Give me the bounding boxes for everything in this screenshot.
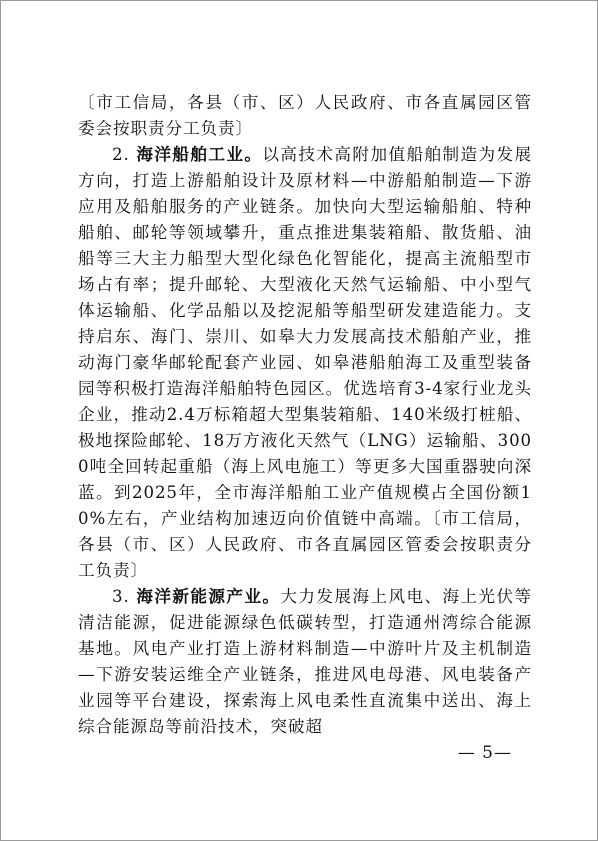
paragraph-text: 以高技术高附加值船舶制造为发展方向，打造上游船舶设计及原材料—中游船舶制造—下游应用及船舶服务的产业链条。加快向大型运输船舶、特种船舶、邮轮等领域攀升，重点推进集装箱船、散货船、油船等三大主力船型大型化绿色化智能化，提高主流船型市场占有率；提升邮轮、大型液化天然气运输船、中小型气体运输船、化学品船以及挖泥船等船型研发建造能力。支持启东、海门、崇川、如皋大力发展高技术船舶产业，推动海门豪华邮轮配套产业园、如皋港船舶海工及重型装备园等积极打造海洋船舶特色园区。优选培育3-4家行业龙头企业，推动2.4万标箱超大型集装箱船、140米级打桩船、极地探险邮轮、18万方液化天然气（LNG）运输船、3000吨全回转起重船（海上风电施工）等更多大国重器驶向深蓝。到2025年，全市海洋船舶工业产值规模占全国份额10%左右，产业结构加速迈向价值链中高端。〔市工信局，各县（市、区）人民政府、市各直属园区管委会按职责分工负责〕 bbox=[78, 145, 532, 580]
page-number: — 5— bbox=[457, 743, 512, 763]
item-number: 2. bbox=[112, 145, 137, 164]
section-keyword: 海洋新能源产业。 bbox=[136, 587, 281, 606]
paragraph-text: 大力发展海上风电、海上光伏等清洁能源，促进能源绿色低碳转型，打造通州湾综合能源基地。风电产业打造上游材料制造—中游叶片及主机制造—下游安装运维全产业链条，推进风电母港、风电装备产业园等平台建设，探索海上风电柔性直流集中送出、海上综合能源岛等前沿技术，突破超 bbox=[78, 587, 533, 736]
paragraph-text: 〔市工信局，各县（市、区）人民政府、市各直属园区管委会按职责分工负责〕 bbox=[78, 93, 532, 138]
document-body bbox=[78, 90, 532, 740]
paragraph-marine-shipbuilding bbox=[78, 142, 532, 584]
paragraph-marine-new-energy bbox=[78, 584, 532, 740]
section-keyword: 海洋船舶工业。 bbox=[136, 145, 263, 164]
item-number: 3. bbox=[112, 587, 137, 606]
paragraph-responsibility-note bbox=[78, 90, 532, 142]
